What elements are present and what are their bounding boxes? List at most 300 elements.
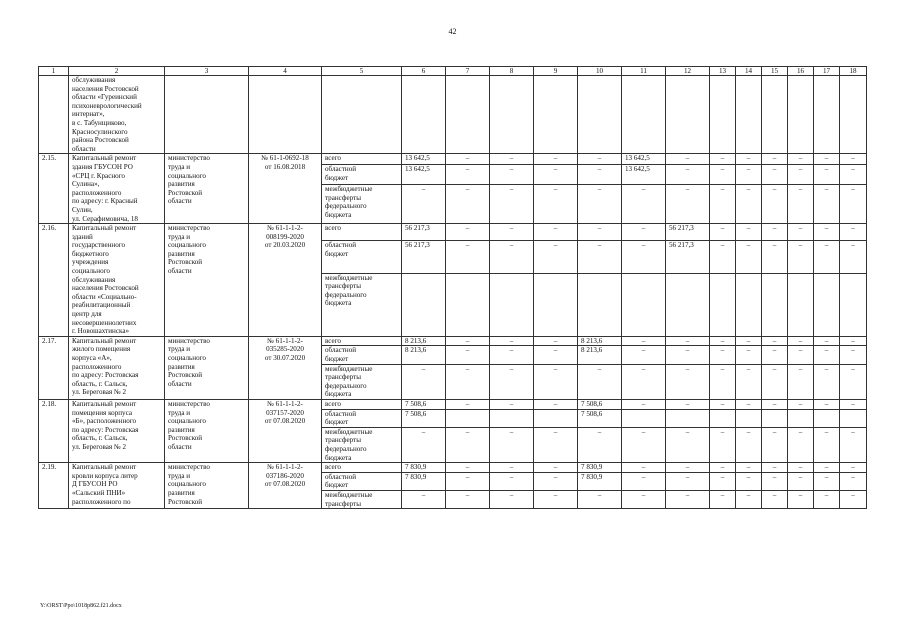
document-number-cell	[249, 224, 322, 337]
amount-cell: –	[710, 463, 736, 473]
funding-source-cell-line: федерального	[325, 381, 367, 390]
object-name-cell-line: Д ГБУСОН РО	[72, 480, 118, 489]
amount-cell	[762, 273, 788, 336]
object-name-cell-line: Капитальный ремонт	[72, 336, 137, 345]
amount-cell: –	[840, 463, 867, 473]
amount-cell: –	[736, 463, 762, 473]
amount-cell: 13 642,5	[622, 164, 666, 184]
funding-source-cell-line: областной	[325, 164, 357, 173]
object-name-cell	[69, 224, 165, 337]
amount-cell: –	[736, 154, 762, 165]
amount-cell: –	[840, 427, 867, 462]
entry-number: 2.18.	[39, 399, 69, 462]
object-name-cell-line: Сулина»,	[72, 180, 100, 189]
funding-source-cell-line: межбюджетные	[325, 185, 373, 194]
amount-cell: –	[578, 241, 622, 273]
object-name-cell-line: психоневрологический	[72, 101, 142, 110]
header-cell: 18	[840, 67, 867, 76]
ministry-cell-line: области	[168, 267, 192, 276]
ministry-cell-line: Ростовской	[168, 497, 203, 506]
amount-cell: –	[840, 336, 867, 346]
empty-cell	[165, 76, 249, 154]
amount-cell: –	[490, 364, 534, 399]
object-name-cell-line: государственного	[72, 241, 126, 250]
amount-cell: –	[814, 472, 840, 490]
object-name-cell-line: области «Социально-	[72, 292, 137, 301]
amount-cell: 7 508,6	[578, 399, 622, 409]
ministry-cell-line: развития	[168, 362, 195, 371]
ministry-cell-line: социального	[168, 171, 206, 180]
amount-cell: –	[762, 472, 788, 490]
amount-cell: –	[622, 364, 666, 399]
amount-cell: –	[710, 185, 736, 224]
object-name-cell	[69, 76, 165, 154]
amount-cell: –	[534, 154, 578, 165]
amount-cell: –	[762, 185, 788, 224]
amount-cell: –	[840, 241, 867, 273]
amount-cell	[402, 273, 446, 336]
amount-cell: –	[788, 490, 814, 508]
funding-source-cell-line: бюджет	[325, 173, 349, 182]
amount-cell: 56 217,3	[402, 224, 446, 241]
funding-source-cell	[322, 164, 402, 184]
amount-cell: –	[762, 346, 788, 364]
ministry-cell-line: труда и	[168, 345, 191, 354]
empty-cell	[446, 76, 490, 154]
object-name-cell-line: центр для	[72, 310, 102, 319]
amount-cell: –	[446, 241, 490, 273]
empty-cell	[788, 76, 814, 154]
amount-cell: –	[814, 164, 840, 184]
amount-cell: –	[736, 399, 762, 409]
funding-source-cell-line: трансферты	[325, 436, 361, 445]
entry-number: 2.17.	[39, 336, 69, 399]
empty-cell	[249, 76, 322, 154]
amount-cell: –	[736, 427, 762, 462]
funding-source-cell	[322, 224, 402, 241]
amount-cell: –	[490, 472, 534, 490]
amount-cell: –	[446, 427, 490, 462]
ministry-cell-line: области	[168, 379, 192, 388]
amount-cell: –	[788, 154, 814, 165]
entry-number: 2.15.	[39, 154, 69, 224]
funding-source-cell	[322, 427, 402, 462]
object-name-cell-line: области «Гуреинский	[72, 93, 137, 102]
number-cell	[39, 76, 69, 154]
amount-cell: –	[534, 364, 578, 399]
object-name-cell-line: Капитальный ремонт	[72, 399, 137, 408]
amount-cell: 8 213,6	[402, 346, 446, 364]
amount-cell: –	[814, 336, 840, 346]
amount-cell: –	[622, 224, 666, 241]
funding-source-cell-line: федерального	[325, 444, 367, 453]
funding-source-cell	[322, 185, 402, 224]
header-cell: 2	[69, 67, 165, 76]
amount-cell: –	[622, 490, 666, 508]
amount-cell: –	[578, 364, 622, 399]
funding-source-cell-line: межбюджетные	[325, 273, 373, 282]
amount-cell	[534, 409, 578, 427]
amount-cell: –	[710, 241, 736, 273]
funding-source-cell	[322, 346, 402, 364]
amount-cell: –	[788, 336, 814, 346]
amount-cell: –	[534, 427, 578, 462]
amount-cell: –	[840, 364, 867, 399]
object-name-cell-line: помещения корпуса	[72, 408, 132, 417]
ministry-cell	[165, 463, 249, 509]
amount-cell: –	[666, 336, 710, 346]
amount-cell: –	[814, 399, 840, 409]
amount-cell: –	[622, 399, 666, 409]
object-name-cell-line: по адресу: Ростовская	[72, 371, 139, 380]
object-name-cell-line: область, г. Сальск,	[72, 379, 128, 388]
funding-source-cell-line: всего	[325, 463, 341, 472]
amount-cell: –	[762, 364, 788, 399]
amount-cell: –	[622, 427, 666, 462]
amount-cell: –	[736, 346, 762, 364]
amount-cell: –	[666, 185, 710, 224]
amount-cell: –	[446, 364, 490, 399]
funding-source-cell-line: бюджет	[325, 355, 349, 363]
amount-cell	[666, 409, 710, 427]
ministry-cell-line: развития	[168, 425, 195, 434]
object-name-cell-line: расположенного	[72, 188, 122, 197]
amount-cell: –	[402, 364, 446, 399]
funding-source-cell	[322, 273, 402, 336]
ministry-cell	[165, 224, 249, 337]
document-number-cell-line: от 30.07.2020	[264, 354, 306, 362]
object-name-cell	[69, 154, 165, 224]
amount-cell: –	[840, 224, 867, 241]
amount-cell: 8 213,6	[402, 336, 446, 346]
funding-source-cell-line: бюджет	[325, 481, 349, 490]
amount-cell: –	[446, 490, 490, 508]
amount-cell: –	[534, 224, 578, 241]
header-cell: 4	[249, 67, 322, 76]
funding-source-cell-line: всего	[325, 399, 341, 408]
header-cell: 12	[666, 67, 710, 76]
document-number-cell	[249, 463, 322, 509]
amount-cell: –	[534, 185, 578, 224]
amount-cell	[762, 409, 788, 427]
amount-cell: –	[622, 463, 666, 473]
object-name-cell-line: кровли корпуса литер	[72, 471, 138, 480]
amount-cell: –	[666, 463, 710, 473]
empty-cell	[578, 76, 622, 154]
amount-cell: 8 213,6	[578, 336, 622, 346]
empty-cell	[534, 76, 578, 154]
empty-cell	[490, 76, 534, 154]
ministry-cell-line: развития	[168, 180, 195, 189]
empty-cell	[402, 76, 446, 154]
amount-cell: 7 830,9	[578, 472, 622, 490]
funding-source-cell-line: бюджета	[325, 453, 352, 462]
object-name-cell-line: обслуживания	[72, 76, 116, 84]
ministry-cell-line: труда и	[168, 232, 191, 241]
object-name-cell-line: населения Ростовской	[72, 284, 139, 293]
ministry-cell-line: Ростовской	[168, 434, 203, 443]
entry-number: 2.16.	[39, 224, 69, 337]
funding-source-cell-line: федерального	[325, 290, 367, 299]
funding-source-cell-line: трансферты	[325, 282, 361, 291]
amount-cell: –	[788, 364, 814, 399]
amount-cell: –	[666, 164, 710, 184]
empty-cell	[762, 76, 788, 154]
object-name-cell-line: Капитальный ремонт	[72, 154, 137, 163]
amount-cell: –	[840, 346, 867, 364]
amount-cell: –	[814, 463, 840, 473]
funding-source-cell-line: всего	[325, 154, 341, 163]
object-name-cell-line: в с. Табунщиково,	[72, 118, 127, 127]
object-name-cell-line: Капитальный ремонт	[72, 463, 137, 472]
funding-source-cell	[322, 409, 402, 427]
amount-cell: –	[710, 154, 736, 165]
entry-number: 2.19.	[39, 463, 69, 509]
amount-cell: –	[490, 224, 534, 241]
object-name-cell-line: несовершеннолетних	[72, 318, 137, 327]
object-name-cell-line: по адресу: г. Красный	[72, 197, 138, 206]
amount-cell	[814, 409, 840, 427]
amount-cell: 7 830,9	[402, 463, 446, 473]
funding-source-cell-line: областной	[325, 241, 357, 250]
amount-cell: 7 508,6	[402, 409, 446, 427]
amount-cell: –	[814, 154, 840, 165]
amount-cell: –	[840, 490, 867, 508]
document-number-cell-line: № 61-1-0692-18	[261, 154, 309, 163]
amount-cell: –	[788, 346, 814, 364]
funding-source-cell-line: бюджета	[325, 299, 352, 308]
header-cell: 8	[490, 67, 534, 76]
object-name-cell-line: Сулин,	[72, 205, 93, 214]
amount-cell: –	[840, 154, 867, 165]
amount-cell: –	[710, 399, 736, 409]
funding-source-cell	[322, 154, 402, 165]
amount-cell: –	[490, 490, 534, 508]
page-number: 42	[448, 27, 457, 36]
amount-cell: –	[736, 472, 762, 490]
header-cell: 6	[402, 67, 446, 76]
document-number-cell	[249, 399, 322, 462]
ministry-cell-line: социального	[168, 417, 206, 426]
ministry-cell-line: социального	[168, 354, 206, 362]
document-number-cell-line: № 61-1-1-2-	[267, 399, 303, 408]
object-name-cell-line: населения Ростовской	[72, 84, 139, 93]
ministry-cell-line: развития	[168, 249, 195, 258]
amount-cell: –	[788, 241, 814, 273]
amount-cell: 7 508,6	[402, 399, 446, 409]
amount-cell: 13 642,5	[402, 164, 446, 184]
amount-cell	[814, 273, 840, 336]
amount-cell: –	[710, 490, 736, 508]
amount-cell: –	[710, 336, 736, 346]
header-cell: 5	[322, 67, 402, 76]
document-number-cell	[249, 154, 322, 224]
funding-source-cell-line: трансферты	[325, 193, 361, 202]
amount-cell: –	[666, 399, 710, 409]
amount-cell: –	[402, 490, 446, 508]
object-name-cell-line: область, г. Сальск,	[72, 434, 128, 443]
amount-cell: 13 642,5	[622, 154, 666, 165]
amount-cell	[446, 273, 490, 336]
amount-cell: –	[736, 490, 762, 508]
funding-source-cell-line: межбюджетные	[325, 427, 373, 436]
funding-source-cell-line: трансферты	[325, 373, 361, 382]
object-name-cell-line: социального	[72, 267, 110, 276]
amount-cell	[788, 273, 814, 336]
amount-cell: –	[578, 154, 622, 165]
amount-cell: –	[710, 164, 736, 184]
amount-cell: –	[446, 164, 490, 184]
table-row	[39, 399, 867, 409]
ministry-cell	[165, 336, 249, 399]
amount-cell	[840, 409, 867, 427]
amount-cell: –	[736, 364, 762, 399]
amount-cell: –	[622, 336, 666, 346]
funding-source-cell	[322, 463, 402, 473]
amount-cell	[840, 273, 867, 336]
document-number-cell-line: № 61-1-1-2-	[267, 463, 303, 472]
amount-cell: –	[534, 463, 578, 473]
ministry-cell-line: министерство	[168, 463, 210, 472]
header-cell: 1	[39, 67, 69, 76]
empty-cell	[710, 76, 736, 154]
amount-cell: –	[666, 364, 710, 399]
funding-source-cell-line: бюджет	[325, 418, 349, 427]
ministry-cell-line: области	[168, 442, 192, 451]
amount-cell: –	[762, 490, 788, 508]
amount-cell: –	[446, 185, 490, 224]
amount-cell	[666, 273, 710, 336]
amount-cell: 7 830,9	[402, 472, 446, 490]
document-number-cell-line: от 20.03.2020	[264, 241, 306, 250]
amount-cell: –	[622, 185, 666, 224]
object-name-cell-line: интернат»,	[72, 110, 105, 119]
amount-cell: –	[788, 472, 814, 490]
empty-cell	[736, 76, 762, 154]
amount-cell	[534, 273, 578, 336]
funding-source-cell	[322, 336, 402, 346]
table-body	[39, 67, 867, 509]
table-row	[39, 224, 867, 241]
object-name-cell-line: Капитальный ремонт	[72, 224, 137, 233]
amount-cell: –	[710, 472, 736, 490]
amount-cell: 13 642,5	[402, 154, 446, 165]
amount-cell	[622, 273, 666, 336]
funding-source-cell	[322, 399, 402, 409]
funding-source-cell-line: всего	[325, 224, 341, 233]
funding-source-cell	[322, 490, 402, 508]
object-name-cell-line: зданий	[72, 232, 93, 241]
amount-cell: –	[762, 154, 788, 165]
amount-cell: –	[666, 154, 710, 165]
funding-source-cell-line: всего	[325, 336, 341, 345]
amount-cell: –	[622, 346, 666, 364]
amount-cell: –	[788, 185, 814, 224]
amount-cell: –	[666, 490, 710, 508]
document-number-cell-line: 035285-2020	[266, 345, 304, 354]
object-name-cell-line: расположенного	[72, 362, 122, 371]
amount-cell: 56 217,3	[666, 241, 710, 273]
header-cell: 11	[622, 67, 666, 76]
funding-source-cell-line: бюджет	[325, 249, 349, 258]
document-number-cell-line: 008199-2020	[266, 232, 304, 241]
amount-cell: –	[788, 463, 814, 473]
object-name-cell-line: Красносулинского	[72, 127, 128, 136]
amount-cell: –	[534, 346, 578, 364]
document-number-cell	[249, 336, 322, 399]
amount-cell: 7 830,9	[578, 463, 622, 473]
ministry-cell-line: труда и	[168, 162, 191, 171]
amount-cell: –	[534, 336, 578, 346]
ministry-cell	[165, 154, 249, 224]
document-number-cell-line: от 07.08.2020	[264, 417, 306, 426]
amount-cell: 56 217,3	[666, 224, 710, 241]
amount-cell	[788, 409, 814, 427]
document-number-cell-line: от 07.08.2020	[264, 480, 306, 489]
amount-cell: –	[762, 241, 788, 273]
amount-cell: –	[578, 224, 622, 241]
amount-cell: –	[762, 336, 788, 346]
amount-cell: –	[490, 463, 534, 473]
object-name-cell-line: бюджетного	[72, 249, 109, 258]
ministry-cell-line: Ростовской	[168, 258, 203, 267]
amount-cell: –	[402, 427, 446, 462]
empty-cell	[666, 76, 710, 154]
amount-cell: –	[578, 164, 622, 184]
header-cell: 14	[736, 67, 762, 76]
object-name-cell-line: района Ростовской	[72, 136, 129, 145]
amount-cell: –	[666, 346, 710, 364]
ministry-cell-line: труда и	[168, 408, 191, 417]
object-name-cell-line: области	[72, 144, 96, 153]
header-cell: 16	[788, 67, 814, 76]
funding-source-cell-line: межбюджетные	[325, 364, 373, 373]
empty-cell	[840, 76, 867, 154]
amount-cell: –	[666, 472, 710, 490]
amount-cell	[446, 409, 490, 427]
header-cell: 7	[446, 67, 490, 76]
amount-cell: –	[490, 164, 534, 184]
amount-cell: –	[490, 346, 534, 364]
amount-cell: –	[534, 472, 578, 490]
amount-cell: –	[788, 399, 814, 409]
funding-source-cell-line: межбюджетные	[325, 490, 373, 499]
amount-cell: –	[762, 427, 788, 462]
object-name-cell-line: по адресу: Ростовская	[72, 425, 139, 434]
amount-cell: –	[710, 427, 736, 462]
funding-source-cell-line: областной	[325, 346, 357, 355]
ministry-cell-line: Ростовской	[168, 371, 203, 380]
footer-path: Y:\ORST\Ppo\1018p862.f21.docx	[40, 603, 122, 609]
document-number-cell-line: № 61-1-1-2-	[267, 224, 303, 233]
amount-cell: –	[446, 336, 490, 346]
amount-cell: –	[534, 490, 578, 508]
amount-cell	[622, 409, 666, 427]
object-name-cell-line: ул. Серафимовича, 18	[72, 214, 138, 223]
amount-cell: –	[446, 346, 490, 364]
object-name-cell-line: расположенного по	[72, 497, 131, 506]
object-name-cell	[69, 463, 165, 509]
amount-cell: –	[534, 164, 578, 184]
object-name-cell-line: г. Новошахтинска»	[72, 327, 130, 336]
ministry-cell-line: Ростовской	[168, 188, 203, 197]
amount-cell: –	[762, 399, 788, 409]
amount-cell: –	[446, 463, 490, 473]
amount-cell: –	[710, 364, 736, 399]
amount-cell: –	[736, 164, 762, 184]
amount-cell: –	[814, 241, 840, 273]
ministry-cell-line: социального	[168, 480, 206, 489]
